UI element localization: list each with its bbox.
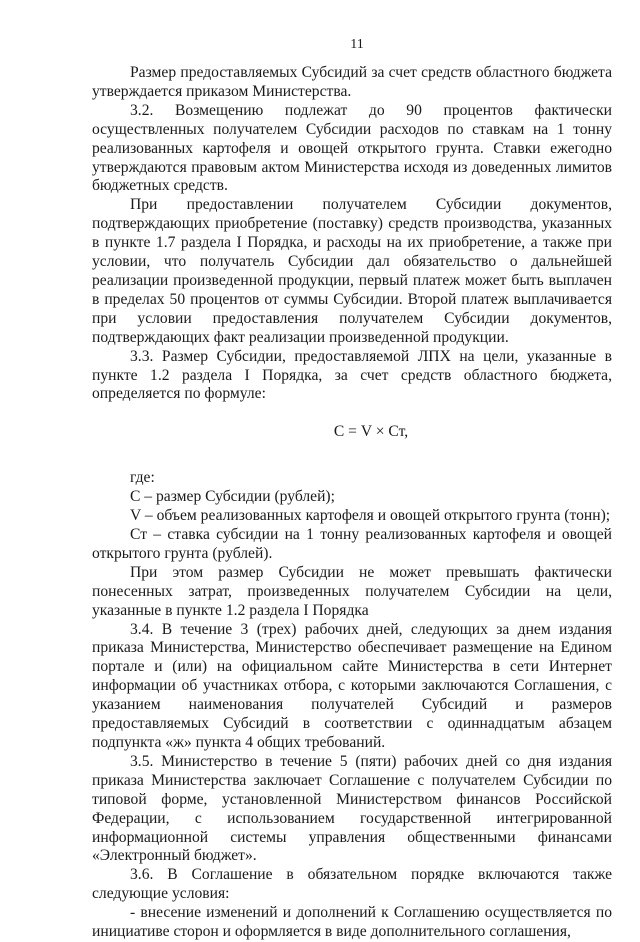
paragraph-3-5: 3.5. Министерство в течение 5 (пяти) рабочих дней со дня издания приказа Министерства заключает Соглашение с получателем Субсидии по типовой форме, установленной Министерством финансов Российской Федерации, с использованием государственной интегрированной информационной системы управления общественными финансами «Электронный бюджет». [92,752,612,865]
paragraph-amendments: - внесение изменений и дополнений к Соглашению осуществляется по инициативе сторон и оформляется в виде дополнительного соглашения, [92,904,612,941]
page-number: 11 [350,37,364,52]
paragraph-3-6: 3.6. В Соглашение в обязательном порядке включаются также следующие условия: [92,866,612,903]
where-label: где: [130,469,155,487]
definition-st: Ст – ставка субсидии на 1 тонну реализованных картофеля и овощей открытого грунта (рублей). [92,526,612,562]
formula: С = V × Ст, [333,423,409,441]
paragraph-first-payment: При предоставлении получателем Субсидии документов, подтверждающих приобретение (поставку) средств производства, указанных в пункте 1.7 раздела I Порядка, и расходы на их приобретение, а также при условии, что получатель Субсидии дал обязательство о дальнейшей реализации произведенной продукции, первый платеж может быть выплачен в пределах 50 процентов от суммы Субсидии. Второй платеж выплачивается при условии предоставления получателем Субсидии документов, подтверждающих факт реализации произведенной продукции. [92,196,612,346]
definition-c: С – размер Субсидии (рублей); [130,488,335,506]
paragraph-3-3: 3.3. Размер Субсидии, предоставляемой ЛПХ на цели, указанные в пункте 1.2 раздела I Порядка, за счет средств областного бюджета, определяется по формуле: [92,347,612,403]
paragraph-3-2: 3.2. Возмещению подлежат до 90 процентов фактически осуществленных получателем Субсидии расходов по ставкам на 1 тонну реализованных картофеля и овощей открытого грунта. Ставки ежегодно утверждаются правовым актом Министерства исходя из доведенных лимитов бюджетных средств. [92,101,612,195]
paragraph-cost-limit: При этом размер Субсидии не может превышать фактически понесенных затрат, произведенных получателем Субсидии на цели, указанные в пункте 1.2 раздела I Порядка [92,563,612,619]
paragraph-subsidy-size-approval: Размер предоставляемых Субсидий за счет средств областного бюджета утверждается приказом Министерства. [92,64,612,100]
document-page [92,36,612,942]
paragraph-3-4: 3.4. В течение 3 (трех) рабочих дней, следующих за днем издания приказа Министерства, Министерство обеспечивает размещение на Едином портале и (или) на официальном сайте Министерства в сети Интернет информации об участниках отбора, с которыми заключаются Соглашения, с указанием наименования получателей Субсидий и размеров предоставляемых Субсидий в соответствии с одиннадцатым абзацем подпункта «ж» пункта 4 общих требований. [92,620,612,751]
definition-v: V – объем реализованных картофеля и овощей открытого грунта (тонн); [130,507,611,525]
